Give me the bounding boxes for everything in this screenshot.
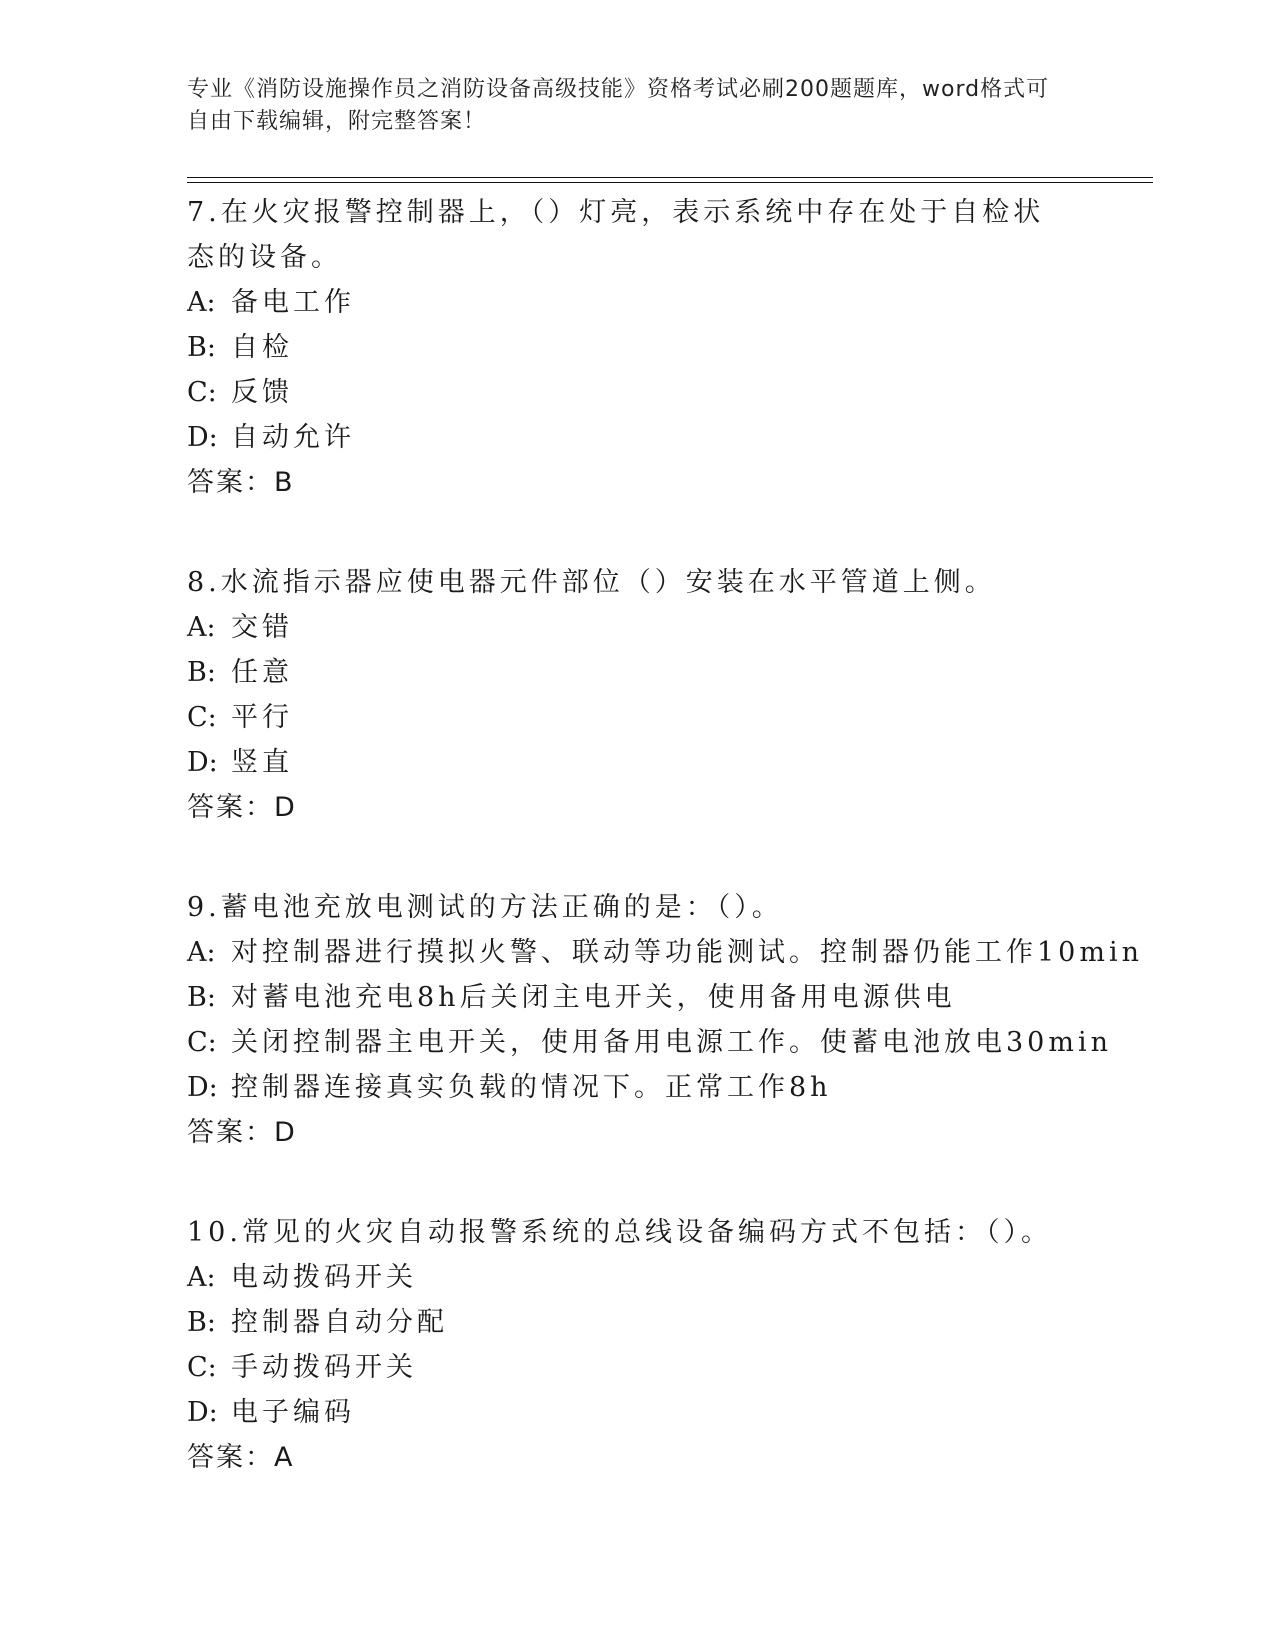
question-8 (187, 560, 1087, 830)
option-a (187, 605, 1087, 650)
option-text: 控制器连接真实负载的情况下。正常工作8h (231, 1072, 832, 1103)
question-7 (187, 190, 1087, 505)
option-key: A: (187, 612, 216, 643)
answer: 答案：B (187, 467, 295, 498)
option-text: 对蓄电池充电8h后关闭主电开关，使用备用电源供电 (231, 982, 956, 1013)
option-b (187, 325, 1087, 370)
option-key: C: (187, 702, 217, 733)
question-list (187, 190, 1143, 1535)
option-text: 交错 (231, 612, 293, 643)
option-key: B: (187, 657, 216, 688)
question-text: 8.水流指示器应使电器元件部位（）安装在水平管道上侧。 (187, 567, 996, 598)
question-10 (187, 1210, 1087, 1480)
option-text: 电子编码 (231, 1397, 355, 1428)
header-rule-top (187, 177, 1153, 178)
question-text: 9.蓄电池充放电测试的方法正确的是：（）。 (187, 892, 783, 923)
option-key: D: (187, 422, 218, 453)
option-key: C: (187, 377, 217, 408)
option-text: 反馈 (231, 377, 293, 408)
answer: 答案：D (187, 792, 297, 823)
option-text: 关闭控制器主电开关，使用备用电源工作。使蓄电池放电30min (231, 1027, 1112, 1058)
option-text: 对控制器进行摸拟火警、联动等功能测试。控制器仍能工作10min (231, 937, 1143, 968)
option-key: D: (187, 1397, 218, 1428)
option-b (187, 975, 1087, 1020)
option-text: 平行 (231, 702, 293, 733)
option-key: B: (187, 1307, 216, 1338)
answer: 答案：D (187, 1117, 297, 1148)
option-key: C: (187, 1352, 217, 1383)
option-text: 手动拨码开关 (231, 1352, 417, 1383)
option-d (187, 415, 1087, 460)
option-key: A: (187, 937, 216, 968)
option-a (187, 280, 1087, 325)
option-key: D: (187, 1072, 218, 1103)
option-key: B: (187, 982, 216, 1013)
option-c (187, 695, 1087, 740)
option-text: 自动允许 (231, 422, 355, 453)
header-rule-bottom (187, 182, 1153, 183)
option-key: C: (187, 1027, 217, 1058)
option-text: 控制器自动分配 (231, 1307, 448, 1338)
option-d (187, 1065, 1087, 1110)
option-b (187, 1300, 1087, 1345)
option-text: 备电工作 (231, 287, 355, 318)
option-c (187, 1020, 1112, 1065)
option-key: B: (187, 332, 216, 363)
option-a (187, 930, 1143, 975)
option-text: 自检 (231, 332, 293, 363)
question-text: 7.在火灾报警控制器上，（）灯亮，表示系统中存在处于自检状态的设备。 (187, 197, 1045, 273)
option-c (187, 1345, 1087, 1390)
option-c (187, 370, 1087, 415)
option-a (187, 1255, 1087, 1300)
question-text: 10.常见的火灾自动报警系统的总线设备编码方式不包括：（）。 (187, 1217, 1052, 1248)
option-text: 竖直 (231, 747, 293, 778)
option-key: A: (187, 1262, 216, 1293)
option-d (187, 740, 1087, 785)
option-text: 电动拨码开关 (231, 1262, 417, 1293)
document-header: 专业《消防设施操作员之消防设备高级技能》资格考试必刷200题题库，word格式可自由下载编辑，附完整答案！ (187, 77, 1050, 134)
option-d (187, 1390, 1087, 1435)
option-key: D: (187, 747, 218, 778)
question-9 (187, 885, 1143, 1155)
answer: 答案：A (187, 1442, 295, 1473)
option-text: 任意 (231, 657, 293, 688)
option-key: A: (187, 287, 216, 318)
option-b (187, 650, 1087, 695)
